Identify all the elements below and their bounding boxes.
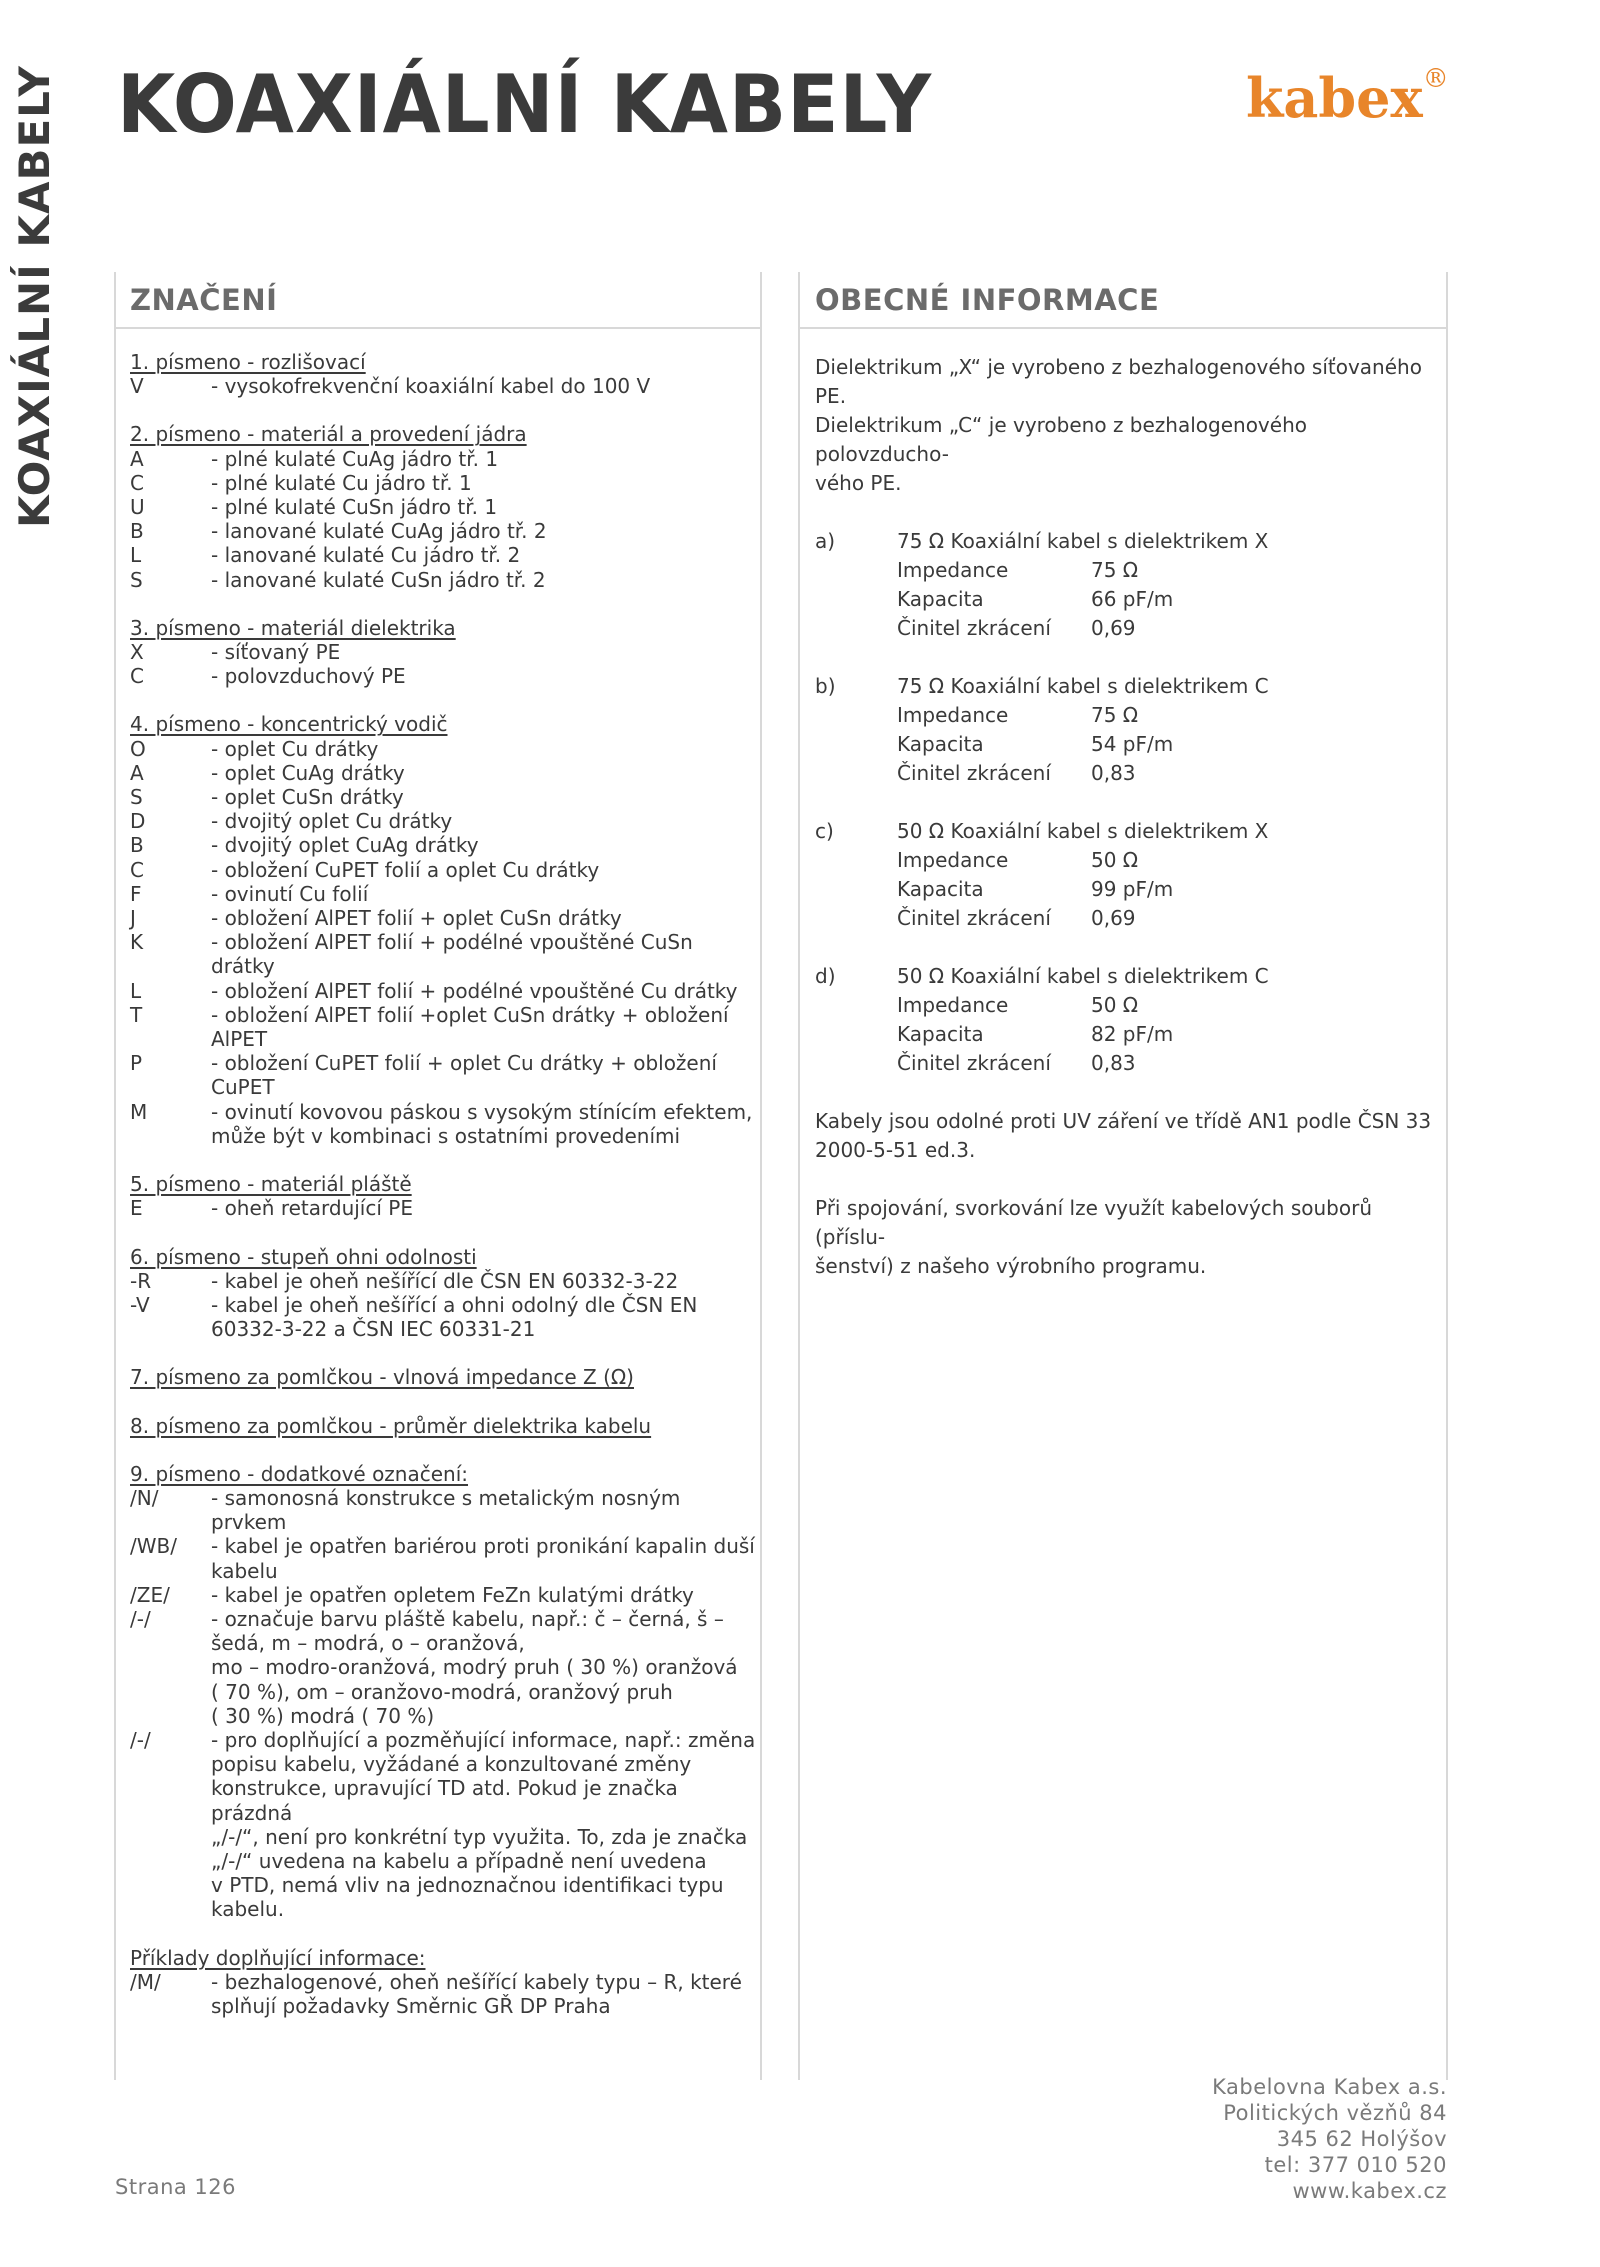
code-description [211,882,758,906]
description-line: - síťovaný PE [211,640,341,665]
logo-text: kabex [1246,66,1423,130]
code-letter: A [130,446,144,471]
marking-row [130,374,758,398]
description-line: „/-/“ uvedena na kabelu a případně není uvedena [211,1848,707,1873]
group-title: 7. písmeno za pomlčkou - vlnová impedance Z (Ω) [130,1365,634,1390]
description-line: - vysokofrekvenční koaxiální kabel do 100 V [211,374,651,399]
description-line: - samonosná konstrukce s metalickým nosným prvkem [211,1485,681,1535]
option-body [897,962,1269,1078]
marking-row [130,471,758,495]
code-description [211,1003,758,1051]
option-letter: c) [815,819,834,843]
option-body [897,672,1269,788]
property-name: Kapacita [897,587,984,611]
code-letter: C [130,664,144,689]
description-line: - obložení CuPET folií a oplet Cu drátky [211,857,600,882]
description-line: - plné kulaté Cu jádro tř. 1 [211,470,472,495]
marking-row [130,1534,758,1582]
option-letter: a) [815,529,836,553]
kabex-logo [1246,66,1449,130]
property-value: 82 pF/m [1091,1022,1174,1046]
registered-mark: ® [1422,64,1449,94]
code-letter: -R [130,1268,152,1293]
property-row [897,585,1268,614]
marking-row [130,761,758,785]
code-description [211,833,758,857]
note-line: 2000-5-51 ed.3. [815,1138,976,1162]
code-letter: /WB/ [130,1534,177,1559]
property-row [897,991,1269,1020]
code-letter: X [130,640,144,665]
description-line: - obložení AlPET folií + podélné vpouštěné CuSn drátky [211,930,693,979]
property-value: 75 Ω [1091,703,1139,727]
group-title: 2. písmeno - materiál a provedení jádra [130,422,527,447]
code-description [211,640,758,664]
description-line: splňují požadavky Směrnic GŘ DP Praha [211,1993,611,2018]
section-heading-marking: ZNAČENÍ [130,283,278,317]
property-row [897,701,1269,730]
description-line: - plné kulaté CuAg jádro tř. 1 [211,446,499,471]
group-title: 8. písmeno za pomlčkou - průměr dielektrika kabelu [130,1413,652,1438]
marking-group [130,712,758,1148]
property-name: Impedance [897,993,1009,1017]
description-line: kabelu [211,1558,278,1583]
marking-row [130,447,758,471]
property-name: Kapacita [897,877,984,901]
property-name: Impedance [897,703,1009,727]
code-letter: /-/ [130,1727,151,1752]
code-letter: D [130,809,146,834]
property-row [897,759,1269,788]
property-value: 50 Ω [1091,993,1139,1017]
side-label: KOAXIÁLNÍ KABELY [10,65,59,528]
description-line: kabelu. [211,1897,285,1922]
description-line: - kabel je oheň nešířící a ohni odolný dle ČSN EN [211,1292,698,1317]
heading-rule-right [799,327,1446,329]
property-row [897,614,1268,643]
description-line: - obložení CuPET folií + oplet Cu drátky + obložení [211,1051,717,1076]
code-letter: /M/ [130,1969,161,1994]
description-line: - polovzduchový PE [211,664,406,689]
code-description [211,809,758,833]
group-title: 4. písmeno - koncentrický vodič [130,712,448,737]
description-line: - oplet Cu drátky [211,736,379,761]
description-line: - obložení AlPET folií + oplet CuSn drátky [211,906,622,931]
code-letter: P [130,1051,143,1076]
code-description [211,374,758,398]
code-description [211,1728,758,1922]
code-description [211,1051,758,1099]
group-title: 1. písmeno - rozlišovací [130,350,366,374]
code-description [211,737,758,761]
property-row [897,730,1269,759]
intro-line: Dielektrikum „C“ je vyrobeno z bezhalogenového polovzducho- [815,413,1307,466]
property-name: Činitel zkrácení [897,906,1051,930]
description-line: - označuje barvu pláště kabelu, např.: č – černá, š – [211,1606,724,1631]
address-line: Kabelovna Kabex a.s. [1212,2075,1447,2099]
cable-option [815,962,1445,1078]
description-line: - oplet CuAg drátky [211,760,405,785]
code-description [211,543,758,567]
marking-row [130,1100,758,1148]
code-description [211,664,758,688]
option-letter: b) [815,674,836,698]
description-line: - pro doplňující a pozměňující informace, např.: změna [211,1727,756,1752]
code-letter: S [130,567,143,592]
description-line: - kabel je oheň nešířící dle ČSN EN 60332-3-22 [211,1268,679,1293]
marking-row [130,1293,758,1341]
description-line: - ovinutí kovovou páskou s vysokým stínícím efektem, [211,1099,753,1124]
code-letter: -V [130,1292,150,1317]
marking-row [130,809,758,833]
code-letter: /N/ [130,1485,159,1510]
option-title: 50 Ω Koaxiální kabel s dielektrikem X [897,819,1269,843]
property-row [897,846,1268,875]
description-line: - lanované kulaté CuAg jádro tř. 2 [211,519,547,544]
description-line: může být v kombinaci s ostatními provedeními [211,1123,681,1148]
code-description [211,1534,758,1582]
code-letter: O [130,736,146,761]
address-line: Politických vězňů 84 [1223,2101,1447,2125]
marking-group [130,1245,758,1342]
description-line: CuPET [211,1075,275,1100]
option-letter: d) [815,964,836,988]
code-letter: C [130,857,144,882]
column-divider-mid-right [798,272,800,2080]
page-number: Strana 126 [115,2175,237,2199]
property-value: 0,69 [1091,616,1136,640]
code-letter: J [130,906,136,931]
intro-line: Dielektrikum „X“ je vyrobeno z bezhalogenového síťovaného PE. [815,355,1422,408]
property-row [897,1049,1269,1078]
code-description [211,519,758,543]
code-description [211,761,758,785]
code-letter: V [130,374,144,399]
code-description [211,785,758,809]
marking-row [130,906,758,930]
marking-group [130,1462,758,1922]
marking-column [130,350,758,2042]
marking-row [130,1269,758,1293]
marking-row [130,882,758,906]
property-name: Činitel zkrácení [897,761,1051,785]
code-letter: B [130,833,144,858]
description-line: popisu kabelu, vyžádané a konzultované změny [211,1752,692,1777]
marking-row [130,785,758,809]
address-line: 345 62 Holýšov [1276,2127,1447,2151]
marking-row [130,1051,758,1099]
marking-row [130,1003,758,1051]
marking-row [130,737,758,761]
code-description [211,1970,758,2018]
code-letter: C [130,470,144,495]
description-line: mo – modro-oranžová, modrý pruh ( 30 %) oranžová [211,1655,738,1680]
marking-row [130,1607,758,1728]
marking-row [130,930,758,978]
description-line: ( 30 %) modrá ( 70 %) [211,1703,435,1728]
note-line: Při spojování, svorkování lze využít kabelových souborů (příslu- [815,1196,1372,1249]
info-note [815,1107,1445,1165]
marking-row [130,519,758,543]
marking-group [130,350,758,398]
company-address [1212,2074,1447,2204]
marking-row [130,1486,758,1534]
description-line: - kabel je opatřen opletem FeZn kulatými drátky [211,1582,694,1607]
marking-row [130,833,758,857]
code-description [211,568,758,592]
code-letter: L [130,978,142,1003]
marking-row [130,1196,758,1220]
address-line: tel: 377 010 520 [1264,2153,1447,2177]
code-description [211,471,758,495]
code-letter: M [130,1099,148,1124]
description-line: 60332-3-22 a ČSN IEC 60331-21 [211,1317,536,1342]
property-value: 54 pF/m [1091,732,1174,756]
description-line: - kabel je opatřen bariérou proti pronikání kapalin duší [211,1534,755,1559]
marking-group [130,1946,758,2019]
marking-row [130,1728,758,1922]
marking-group [130,1365,758,1389]
description-line: - obložení AlPET folií +oplet CuSn drátky + obložení [211,1002,729,1027]
cable-option [815,527,1445,643]
dielectric-intro [815,353,1445,498]
marking-row [130,664,758,688]
note-line: šenství) z našeho výrobního programu. [815,1254,1207,1278]
property-row [897,556,1268,585]
code-letter: /ZE/ [130,1582,170,1607]
section-heading-general-info: OBECNÉ INFORMACE [815,283,1160,317]
description-line: - lanované kulaté Cu jádro tř. 2 [211,543,521,568]
group-title: Příklady doplňující informace: [130,1945,426,1970]
cable-option [815,817,1445,933]
marking-row [130,543,758,567]
description-line: - dvojitý oplet CuAg drátky [211,833,479,858]
code-description [211,1486,758,1534]
description-line: - oheň retardující PE [211,1196,413,1221]
code-description [211,979,758,1003]
property-name: Činitel zkrácení [897,1051,1051,1075]
description-line: - lanované kulaté CuSn jádro tř. 2 [211,567,546,592]
description-line: - ovinutí Cu folií [211,881,369,906]
option-title: 50 Ω Koaxiální kabel s dielektrikem C [897,964,1269,988]
marking-group [130,422,758,591]
description-line: ( 70 %), om – oranžovo-modrá, oranžový pruh [211,1679,673,1704]
column-divider-left [114,272,116,2080]
code-description [211,1607,758,1728]
property-value: 50 Ω [1091,848,1139,872]
code-letter: B [130,519,144,544]
description-line: AlPET [211,1027,268,1052]
code-description [211,1583,758,1607]
option-title: 75 Ω Koaxiální kabel s dielektrikem X [897,529,1269,553]
description-line: - plné kulaté CuSn jádro tř. 1 [211,495,498,520]
intro-line: vého PE. [815,471,902,495]
property-value: 75 Ω [1091,558,1139,582]
description-line: - oplet CuSn drátky [211,785,404,810]
property-name: Impedance [897,848,1009,872]
marking-row [130,640,758,664]
property-value: 0,69 [1091,906,1136,930]
code-letter: L [130,543,142,568]
option-body [897,527,1268,643]
heading-rule-left [115,327,760,329]
description-line: - dvojitý oplet Cu drátky [211,809,453,834]
column-divider-right [1446,272,1448,2080]
marking-row [130,1583,758,1607]
code-letter: S [130,785,143,810]
marking-group [130,616,758,689]
description-line: v PTD, nemá vliv na jednoznačnou identifikaci typu [211,1873,724,1898]
code-description [211,447,758,471]
property-name: Kapacita [897,732,984,756]
group-title: 6. písmeno - stupeň ohni odolnosti [130,1244,477,1269]
description-line: šedá, m – modrá, o – oranžová, [211,1631,525,1656]
property-name: Činitel zkrácení [897,616,1051,640]
property-row [897,904,1268,933]
property-name: Kapacita [897,1022,984,1046]
group-title: 5. písmeno - materiál pláště [130,1172,412,1197]
property-name: Impedance [897,558,1009,582]
marking-row [130,495,758,519]
code-letter: T [130,1002,143,1027]
code-description [211,1196,758,1220]
info-note [815,1194,1445,1281]
description-line: konstrukce, upravující TD atd. Pokud je značka prázdná [211,1776,678,1825]
code-description [211,1269,758,1293]
property-value: 66 pF/m [1091,587,1174,611]
marking-group [130,1172,758,1220]
code-description [211,858,758,882]
code-description [211,930,758,978]
code-letter: E [130,1196,143,1221]
property-row [897,1020,1269,1049]
code-description [211,1293,758,1341]
marking-row [130,1970,758,2018]
group-title: 3. písmeno - materiál dielektrika [130,615,456,640]
code-letter: K [130,930,144,955]
code-letter: A [130,760,144,785]
code-description [211,906,758,930]
marking-group [130,1414,758,1438]
description-line: - bezhalogenové, oheň nešířící kabely typu – R, které [211,1969,742,1994]
address-line: www.kabex.cz [1292,2179,1447,2203]
cable-option [815,672,1445,788]
code-description [211,1100,758,1148]
note-line: Kabely jsou odolné proti UV záření ve třídě AN1 podle ČSN 33 [815,1109,1432,1133]
property-value: 99 pF/m [1091,877,1174,901]
general-info-column [815,353,1445,1310]
property-value: 0,83 [1091,761,1136,785]
code-letter: U [130,495,145,520]
code-letter: /-/ [130,1606,151,1631]
property-value: 0,83 [1091,1051,1136,1075]
marking-row [130,568,758,592]
page-title: KOAXIÁLNÍ KABELY [117,58,933,151]
code-description [211,495,758,519]
property-row [897,875,1268,904]
description-line: - obložení AlPET folií + podélné vpouštěné Cu drátky [211,978,738,1003]
marking-row [130,979,758,1003]
code-letter: F [130,881,142,906]
group-title: 9. písmeno - dodatkové označení: [130,1461,469,1486]
option-title: 75 Ω Koaxiální kabel s dielektrikem C [897,674,1269,698]
marking-row [130,858,758,882]
description-line: „/-/“, není pro konkrétní typ využita. To, zda je značka [211,1824,748,1849]
column-divider-mid-left [760,272,762,2080]
option-body [897,817,1268,933]
